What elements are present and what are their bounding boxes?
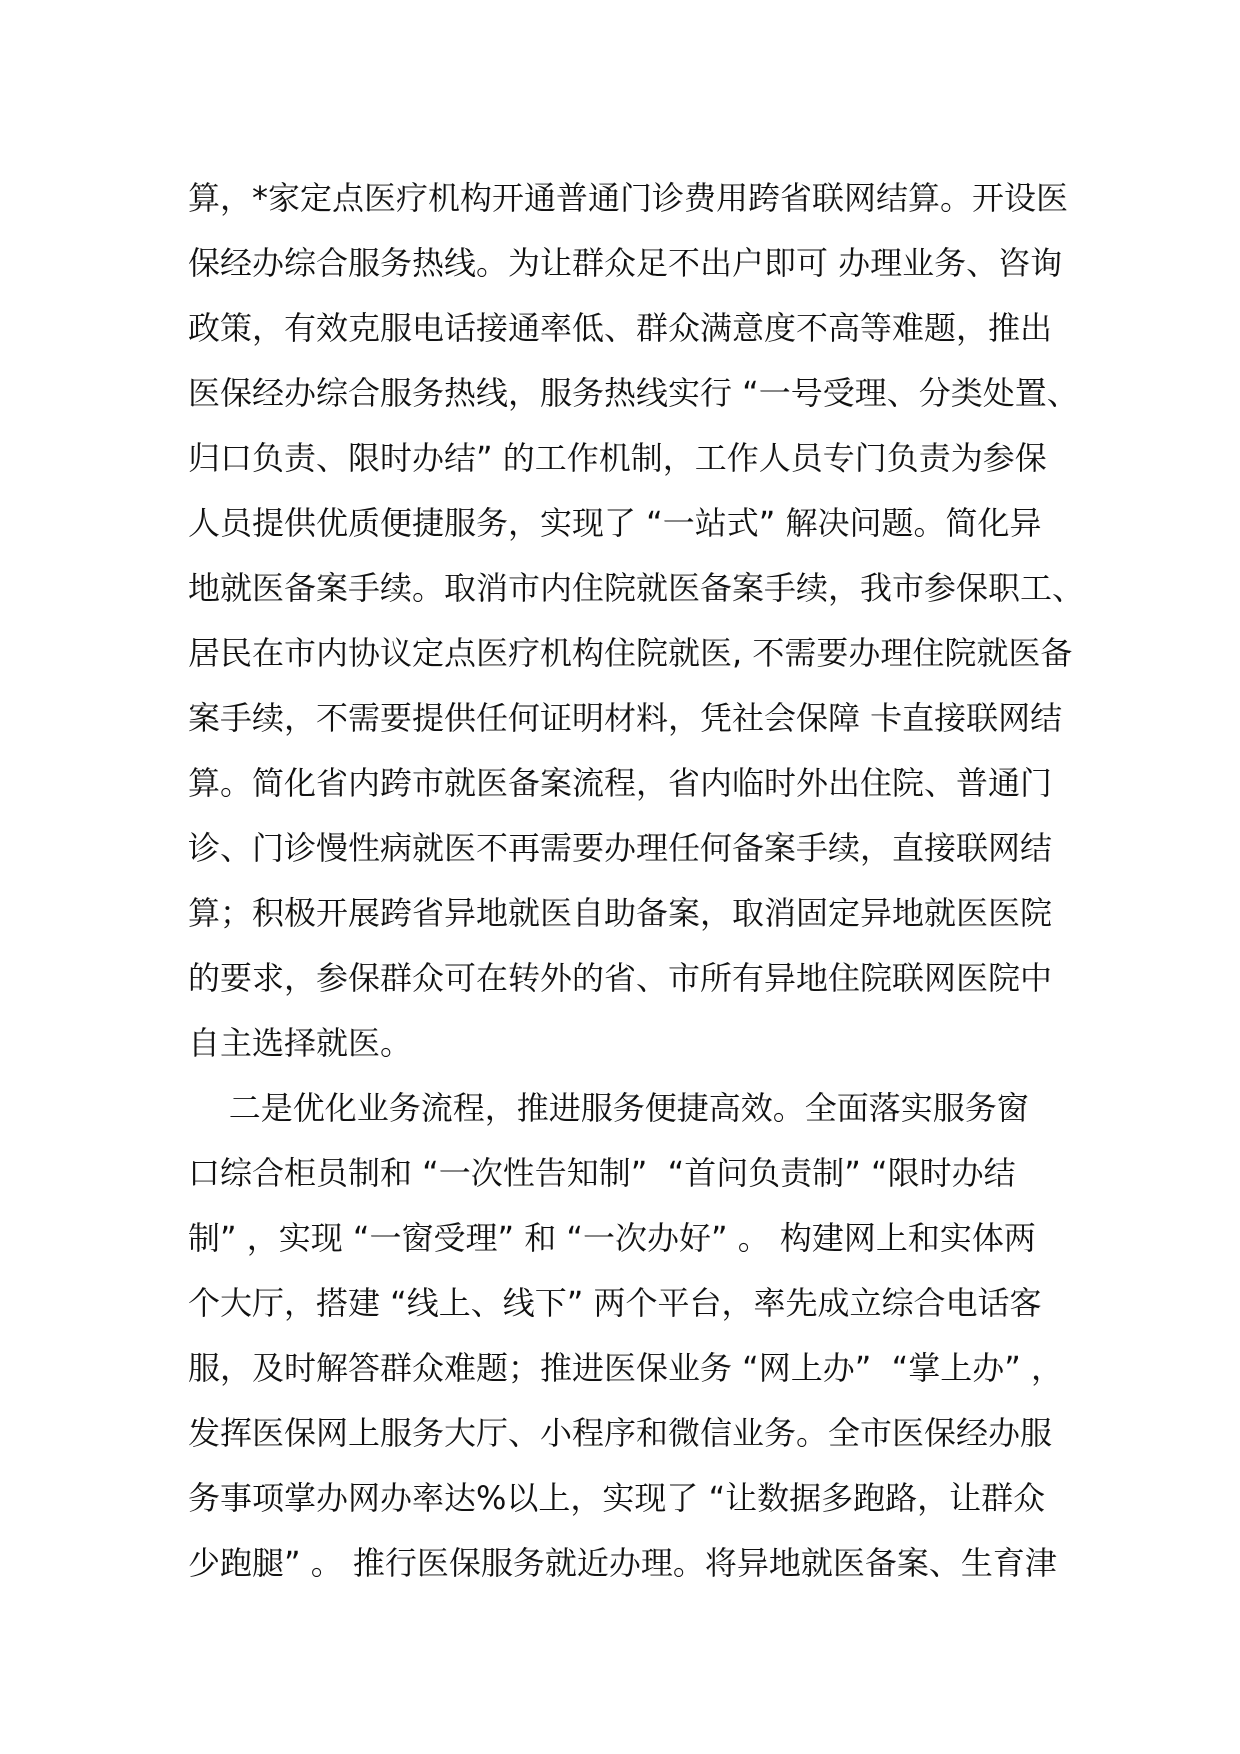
paragraph-line: 案手续，不需要提供任何证明材料，凭社会保障 卡直接联网结 [188,699,1063,737]
paragraph-line: 自主选择就医。 [188,1024,413,1062]
paragraph-line: 算；积极开展跨省异地就医自助备案，取消固定异地就医医院 [188,894,1053,932]
paragraph-1 [188,166,1088,1076]
paragraph-line: 口综合柜员制和 “一次性告知制” “首问负责制” “限时办结 [188,1154,1016,1192]
paragraph-line: 诊、门诊慢性病就医不再需要办理任何备案手续，直接联网结 [188,829,1053,867]
paragraph-line: 发挥医保网上服务大厅、小程序和微信业务。全市医保经办服 [188,1414,1053,1452]
paragraph-line: 制” ，实现 “一窗受理” 和 “一次办好” 。 构建网上和实体两 [188,1219,1036,1257]
paragraph-line: 二是优化业务流程，推进服务便捷高效。全面落实服务窗 [188,1089,1029,1127]
paragraph-line: 少跑腿” 。 推行医保服务就近办理。将异地就医备案、生育津 [188,1544,1057,1582]
paragraph-line: 医保经办综合服务热线，服务热线实行 “一号受理、分类处置、 [188,374,1079,412]
paragraph-line: 个大厅，搭建 “线上、线下” 两个平台，率先成立综合电话客 [188,1284,1042,1322]
paragraph-line: 归口负责、限时办结” 的工作机制，工作人员专门负责为参保 [188,439,1047,477]
paragraph-line: 政策，有效克服电话接通率低、群众满意度不高等难题，推出 [188,309,1053,347]
paragraph-line: 算。简化省内跨市就医备案流程，省内临时外出住院、普通门 [188,764,1053,802]
paragraph-line: 务事项掌办网办率达%以上，实现了 “让数据多跑路，让群众 [188,1479,1046,1517]
paragraph-line: 保经办综合服务热线。为让群众足不出户即可 办理业务、咨询 [188,244,1063,282]
paragraph-line: 服，及时解答群众难题；推进医保业务 “网上办” “掌上办” ， [188,1349,1064,1387]
paragraph-line: 人员提供优质便捷服务，实现了 “一站式” 解决问题。简化异 [188,504,1042,542]
paragraph-line: 的要求，参保群众可在转外的省、市所有异地住院联网医院中 [188,959,1053,997]
paragraph-line: 居民在市内协议定点医疗机构住院就医, 不需要办理住院就医备 [188,634,1073,672]
paragraph-2 [188,1076,1088,1596]
paragraph-line: 地就医备案手续。取消市内住院就医备案手续，我市参保职工、 [188,569,1085,607]
paragraph-line: 算，*家定点医疗机构开通普通门诊费用跨省联网结算。开设医 [188,179,1069,217]
